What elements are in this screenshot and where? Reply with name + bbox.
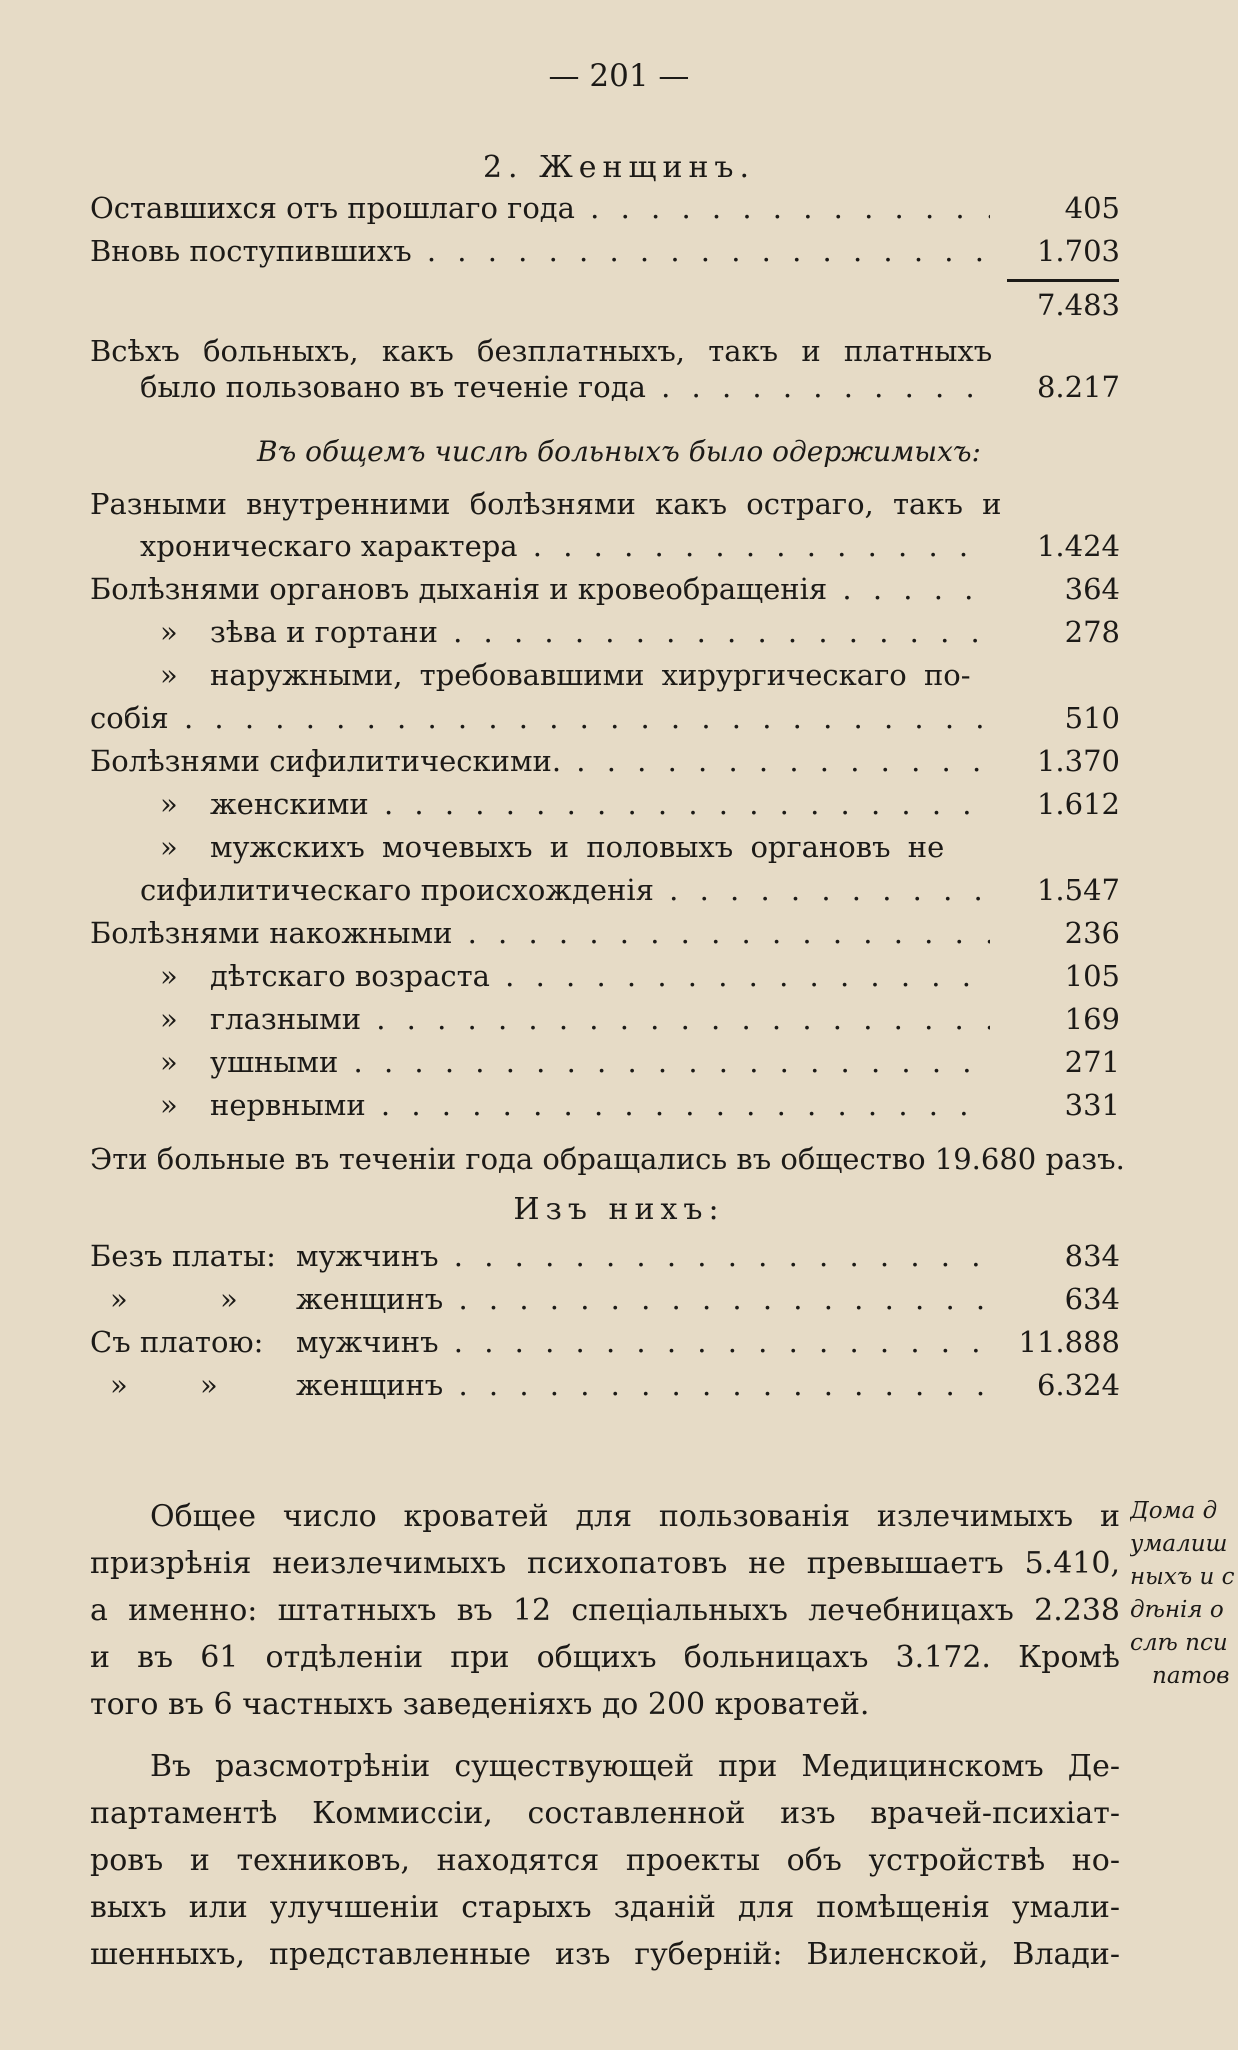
paragraph-line: Въ разсмотрѣніи существующей при Медицинскомъ Де- (150, 1749, 1120, 1784)
visits-line: Эти больные въ теченіи года обращались въ общество 19.680 разъ. (90, 1142, 1125, 1176)
table-row (90, 783, 1120, 826)
table-row (90, 869, 1120, 912)
table-row (90, 525, 1120, 568)
table-row (90, 998, 1120, 1041)
paragraph-commission (90, 1743, 1120, 1978)
margin-note-line: слѣ пси (1130, 1630, 1228, 1656)
row-label: хроническаго характера . . . (90, 525, 990, 568)
row-value: 834 (1064, 1239, 1120, 1273)
table-row (90, 697, 1120, 740)
paragraph-line: призрѣнія неизлечимыхъ психопатовъ не превышаетъ 5.410, (90, 1546, 1120, 1581)
total-block (90, 366, 1120, 409)
ditto-mark: » (110, 1368, 128, 1402)
row-value: 1.424 (1036, 529, 1120, 563)
margin-note-line: ныхъ и с (1130, 1564, 1235, 1590)
row-value: 169 (1064, 1002, 1120, 1036)
row-value: 8.217 (1036, 370, 1120, 404)
row-label: мужскихъ мочевыхъ и половыхъ органовъ не (210, 830, 945, 864)
ditto-mark: » (200, 1368, 218, 1402)
row-label: Болѣзнями органовъ дыханія и кровеобращенія . . . (90, 568, 990, 611)
paragraph-line: и въ 61 отдѣленіи при общихъ больницахъ 3.172. Кромѣ (90, 1640, 1120, 1675)
paragraph-line: Общее число кроватей для пользованія излечимыхъ и (150, 1499, 1120, 1534)
row-label: Оставшихся отъ прошлаго года . . . (90, 187, 990, 230)
row-label: женскими (210, 787, 369, 821)
table-row (90, 611, 1120, 654)
margin-note-line: Дома д (1130, 1498, 1218, 1524)
row-category: Съ платою: (90, 1325, 264, 1359)
row-value: 271 (1064, 1045, 1120, 1079)
diseases-heading: Въ общемъ числѣ больныхъ было одержимыхъ: (257, 435, 981, 468)
row-category: Безъ платы: (90, 1239, 276, 1273)
ditto-mark: » (160, 658, 178, 692)
row-label: мужчинъ (296, 1325, 439, 1359)
row-label: зѣва и гортани (210, 615, 438, 649)
table-row (90, 1041, 1120, 1084)
sum-rule (1007, 279, 1119, 282)
margin-note (1130, 1495, 1238, 1693)
paragraph-line: шенныхъ, представленные изъ губерній: Виленской, Влади- (90, 1937, 1120, 1972)
paragraph-line: партаментѣ Коммиссіи, составленной изъ врачей-психіат- (90, 1796, 1120, 1831)
paragraph-line: выхъ или улучшеніи старыхъ зданій для помѣщенія умали- (90, 1890, 1120, 1925)
row-value: 405 (1064, 191, 1120, 225)
margin-note-line: умалиш (1130, 1531, 1228, 1557)
row-value: 1.370 (1036, 744, 1120, 778)
women-summary (90, 187, 1120, 273)
row-label: женщинъ (296, 1282, 444, 1316)
table-row (90, 1084, 1120, 1127)
row-label: сифилитическаго происхожденія . . . (90, 869, 990, 912)
row-label: собія . . . (90, 697, 990, 740)
row-label: наружными, требовавшими хирургическаго по- (210, 658, 971, 692)
paragraph-line: ровъ и техниковъ, находятся проекты объ устройствѣ но- (90, 1843, 1120, 1878)
row-value: 11.888 (1018, 1325, 1120, 1359)
ditto-mark: » (220, 1282, 238, 1316)
row-label: глазными (210, 1002, 362, 1036)
of-them-heading: Изъ нихъ: (513, 1192, 725, 1227)
row-label: Болѣзнями сифилитическими. . . . (90, 740, 990, 783)
row-value: 364 (1064, 572, 1120, 606)
row-label: женщинъ (296, 1368, 444, 1402)
subtotal-value: 7.483 (1036, 288, 1120, 322)
table-row (90, 568, 1120, 611)
row-value: 1.703 (1036, 234, 1120, 268)
row-value: 278 (1064, 615, 1120, 649)
ditto-mark: » (160, 1002, 178, 1036)
table-row (90, 1364, 1120, 1407)
ditto-mark: » (160, 1088, 178, 1122)
of-them-block (90, 1235, 1120, 1407)
row-value: 236 (1064, 916, 1120, 950)
ditto-mark: » (160, 615, 178, 649)
row-value: 105 (1064, 959, 1120, 993)
row-value: 634 (1064, 1282, 1120, 1316)
table-row (90, 654, 1120, 697)
paragraph-beds (90, 1493, 1120, 1728)
ditto-mark: » (160, 959, 178, 993)
table-row (90, 230, 1120, 273)
table-row (90, 366, 1120, 409)
row-label: Болѣзнями накожными . . . (90, 912, 990, 955)
table-row (90, 1235, 1120, 1278)
row-label: Вновь поступившихъ . . . (90, 230, 990, 273)
row-value: 1.612 (1036, 787, 1120, 821)
total-line-1: Всѣхъ больныхъ, какъ безплатныхъ, такъ и платныхъ (90, 334, 993, 368)
ditto-mark: » (160, 830, 178, 864)
table-row (90, 1278, 1120, 1321)
row-value: 510 (1064, 701, 1120, 735)
table-row (90, 955, 1120, 998)
ditto-mark: » (160, 1045, 178, 1079)
ditto-mark: » (160, 787, 178, 821)
row-label: дѣтскаго возраста (210, 959, 490, 993)
row-value: 6.324 (1036, 1368, 1120, 1402)
row-label: было пользовано въ теченіе года . . . (90, 366, 990, 409)
table-row (90, 1321, 1120, 1364)
section-title-women: 2. Женщинъ. (482, 150, 756, 185)
table-row (90, 826, 1120, 869)
row-label: нервными (210, 1088, 366, 1122)
ditto-mark: » (110, 1282, 128, 1316)
diseases-block (90, 525, 1120, 1127)
paragraph-line: а именно: штатныхъ въ 12 спеціальныхъ лечебницахъ 2.238 (90, 1593, 1120, 1628)
row-value: 1.547 (1036, 873, 1120, 907)
table-row (90, 912, 1120, 955)
row-value: 331 (1064, 1088, 1120, 1122)
row-label: мужчинъ (296, 1239, 439, 1273)
margin-note-line: дѣнія о (1130, 1597, 1224, 1623)
margin-note-line: патов (1152, 1663, 1230, 1689)
row-label: ушными (210, 1045, 339, 1079)
table-row (90, 187, 1120, 230)
page-number: — 201 — (548, 58, 690, 94)
internal-line-1: Разными внутренними болѣзнями какъ остраго, такъ и (90, 487, 1002, 521)
table-row (90, 740, 1120, 783)
paragraph-line: того въ 6 частныхъ заведеніяхъ до 200 кроватей. (90, 1687, 870, 1722)
